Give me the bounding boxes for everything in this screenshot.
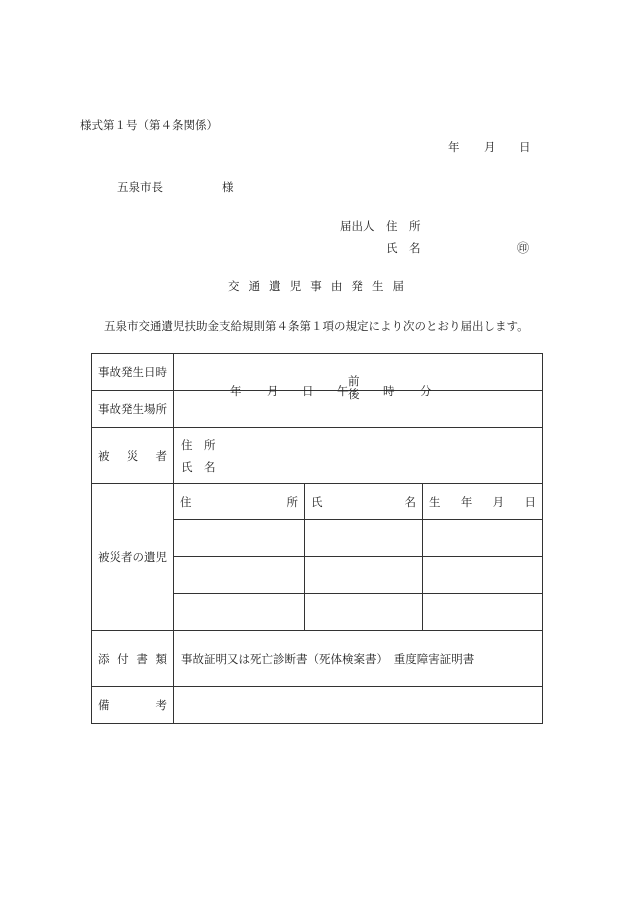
orphan-address-field[interactable] — [174, 557, 305, 594]
remarks-label — [92, 687, 174, 724]
accident-place-label: 事故発生場所 — [92, 391, 174, 428]
orphan-col-address-char: 所 — [286, 494, 298, 509]
victim-row — [92, 428, 543, 484]
victim-label-char: 災 — [126, 448, 139, 463]
remarks-field[interactable] — [174, 687, 543, 724]
addressee: 五泉市長 — [117, 180, 163, 194]
orphans-header-row — [92, 484, 543, 520]
title-char: 遺 — [269, 279, 281, 293]
orphan-name-field[interactable] — [305, 557, 423, 594]
date-month-label: 月 — [484, 140, 496, 154]
orphan-col-address-char: 住 — [180, 494, 192, 509]
attachments-label-char: 類 — [155, 651, 167, 666]
attachments-label-char: 書 — [136, 651, 148, 666]
orphan-col-birth-char: 生 — [429, 494, 441, 509]
title-char: 児 — [289, 279, 302, 293]
victim-label — [92, 428, 174, 484]
orphan-col-birth-char: 年 — [460, 494, 473, 509]
victim-label-char: 被 — [98, 448, 110, 463]
addressee-honorific: 様 — [222, 180, 234, 194]
remarks-row — [92, 687, 543, 724]
title-char: 届 — [392, 279, 404, 293]
victim-label-char: 者 — [155, 448, 167, 463]
orphan-col-birth — [423, 484, 543, 520]
dt-year-label: 年 — [230, 384, 242, 398]
notifier-name-label: 氏 名 — [386, 241, 421, 255]
accident-datetime-row — [92, 354, 543, 391]
seal-mark: ㊞ — [517, 241, 530, 255]
dt-day-label: 日 — [302, 384, 314, 398]
dt-hour-label: 時 — [383, 384, 395, 398]
title-char: 通 — [248, 279, 261, 293]
form-number: 様式第１号（第４条関係） — [80, 118, 218, 132]
orphan-col-name — [305, 484, 423, 520]
title-char: 由 — [330, 279, 343, 293]
remarks-label-char: 備 — [98, 698, 110, 712]
notifier-address-label: 住 所 — [386, 219, 421, 233]
remarks-label-char: 考 — [155, 698, 167, 712]
title-char: 交 — [228, 279, 240, 293]
date-year-label: 年 — [448, 140, 460, 154]
dt-go-label: 午 — [337, 384, 349, 398]
title-char: 生 — [371, 279, 384, 293]
attachments-row — [92, 631, 543, 687]
orphan-col-birth-char: 月 — [492, 494, 505, 509]
title-char: 発 — [351, 279, 363, 293]
orphan-address-field[interactable] — [174, 594, 305, 631]
dt-pm-label: 後 — [348, 387, 360, 401]
orphan-col-birth-char: 日 — [524, 494, 536, 509]
orphans-label: 被災者の遺児 — [92, 484, 174, 631]
dt-minute-label: 分 — [420, 384, 432, 398]
dt-month-label: 月 — [267, 384, 279, 398]
orphan-col-name-char: 氏 — [311, 494, 323, 509]
orphan-col-address — [174, 484, 305, 520]
notification-table — [91, 353, 543, 724]
orphan-birth-field[interactable] — [423, 520, 543, 557]
orphan-address-field[interactable] — [174, 520, 305, 557]
orphan-name-field[interactable] — [305, 594, 423, 631]
date-day-label: 日 — [519, 140, 531, 154]
attachments-label-char: 付 — [117, 651, 129, 666]
accident-datetime-field[interactable] — [174, 354, 543, 401]
orphan-birth-field[interactable] — [423, 594, 543, 631]
victim-name-label: 氏 名 — [181, 459, 216, 474]
accident-place-row — [92, 391, 543, 428]
accident-datetime-label: 事故発生日時 — [92, 354, 174, 391]
victim-address-label: 住 所 — [181, 437, 216, 452]
dt-am-label: 前 — [348, 374, 360, 388]
orphan-birth-field[interactable] — [423, 557, 543, 594]
intro-statement: 五泉市交通遺児扶助金支給規則第４条第１項の規定により次のとおり届出します。 — [104, 319, 529, 333]
attachments-label-char: 添 — [98, 651, 110, 666]
notifier-label: 届出人 — [340, 219, 375, 233]
orphan-col-name-char: 名 — [404, 494, 416, 509]
victim-field[interactable] — [174, 428, 543, 484]
attachments-label — [92, 631, 174, 687]
title-char: 事 — [310, 279, 322, 293]
attachments-value: 事故証明又は死亡診断書（死体検案書） 重度障害証明書 — [174, 631, 543, 687]
form-title — [228, 278, 404, 294]
orphan-name-field[interactable] — [305, 520, 423, 557]
